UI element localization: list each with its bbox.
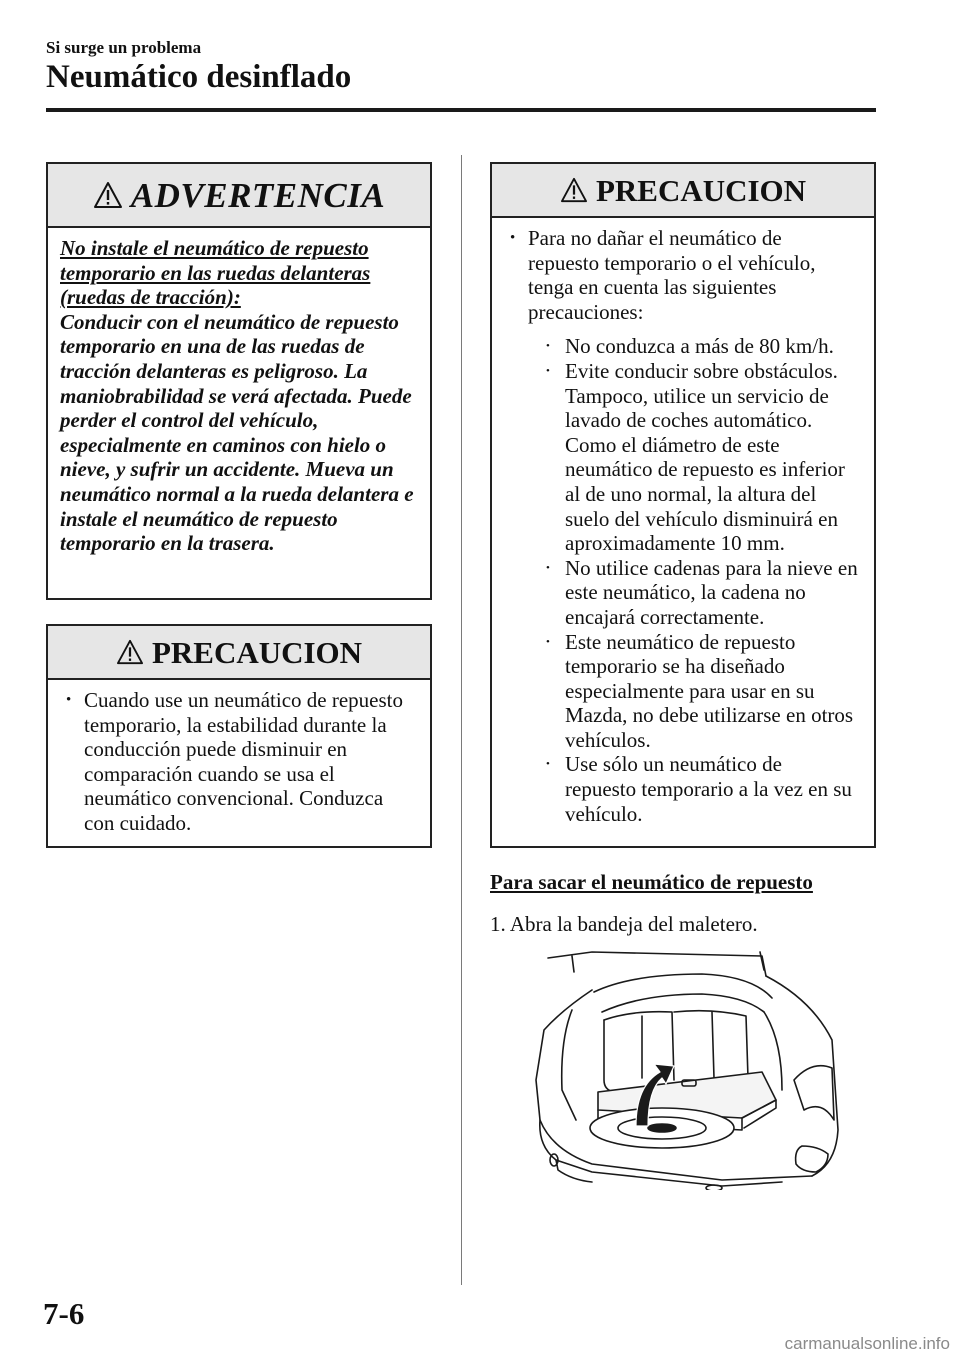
caution-box-left-header (48, 626, 430, 680)
caution-box-left-body (48, 680, 430, 846)
procedure-step-1: 1. Abra la bandeja del maletero. (490, 912, 758, 936)
section-label: Si surge un problema (46, 38, 202, 57)
list-item: • Evite conducir sobre obstáculos. Tampoco, utilice un servicio de lavado de coches automático. Como el diámetro de este neumático de repuesto es inferior al de uno normal, la altura del suelo del vehículo disminuirá en aproximadamente 10 mm. (504, 359, 858, 556)
caution-sub-list (504, 334, 858, 826)
warning-box-body (48, 228, 430, 566)
open-cargo-tray-illustration (532, 950, 844, 1190)
page-title: Neumático desinflado (46, 59, 352, 95)
caution-box-right-header (492, 164, 874, 218)
warning-box-header (48, 164, 430, 228)
warning-box (46, 162, 432, 600)
page-number: 7-6 (43, 1296, 85, 1331)
warning-box-title: ADVERTENCIA (130, 175, 386, 215)
caution-box-left-title: PRECAUCION (151, 634, 363, 670)
caution-box-right (490, 162, 876, 848)
procedure-title: Para sacar el neumático de repuesto (490, 870, 813, 894)
list-item: • Este neumático de repuesto temporario se ha diseñado especialmente para usar en su Mazda, no debe utilizarse en otros vehículos. (504, 630, 858, 753)
warning-text: Conducir con el neumático de repuesto temporario en una de las ruedas de tracción delanteras es peligroso. La maniobrabilidad se verá afectada. Puede perder el control del vehículo, especialmente en caminos con hielo o nieve, y sufrir un accidente. Mueva un neumático normal a la rueda delantera e instale el neumático de repuesto temporario en la trasera. (60, 309, 414, 556)
list-item: • Cuando use un neumático de repuesto temporario, la estabilidad durante la conducción puede disminuir en comparación cuando se usa el neumático convencional. Conduzca con cuidado. (60, 688, 414, 836)
warning-triangle-icon (116, 639, 144, 665)
warning-lead: No instale el neumático de repuesto temporario en las ruedas delanteras (ruedas de tracción): (60, 236, 371, 310)
caution-box-right-title: PRECAUCION (595, 172, 807, 208)
title-rule (46, 108, 876, 112)
caution-box-right-body (492, 218, 874, 836)
warning-triangle-icon (93, 181, 123, 209)
list-item: • Use sólo un neumático de repuesto temporario a la vez en su vehículo. (504, 752, 858, 826)
column-divider (461, 155, 462, 1285)
watermark: carmanualsonline.info (784, 1334, 950, 1353)
list-item: • No utilice cadenas para la nieve en este neumático, la cadena no encajará correctamente. (504, 556, 858, 630)
list-item: • No conduzca a más de 80 km/h. (504, 334, 858, 359)
caution-intro: • Para no dañar el neumático de repuesto temporario o el vehículo, tenga en cuenta las siguientes precauciones: (504, 226, 858, 324)
caution-box-left (46, 624, 432, 848)
warning-triangle-icon (560, 177, 588, 203)
